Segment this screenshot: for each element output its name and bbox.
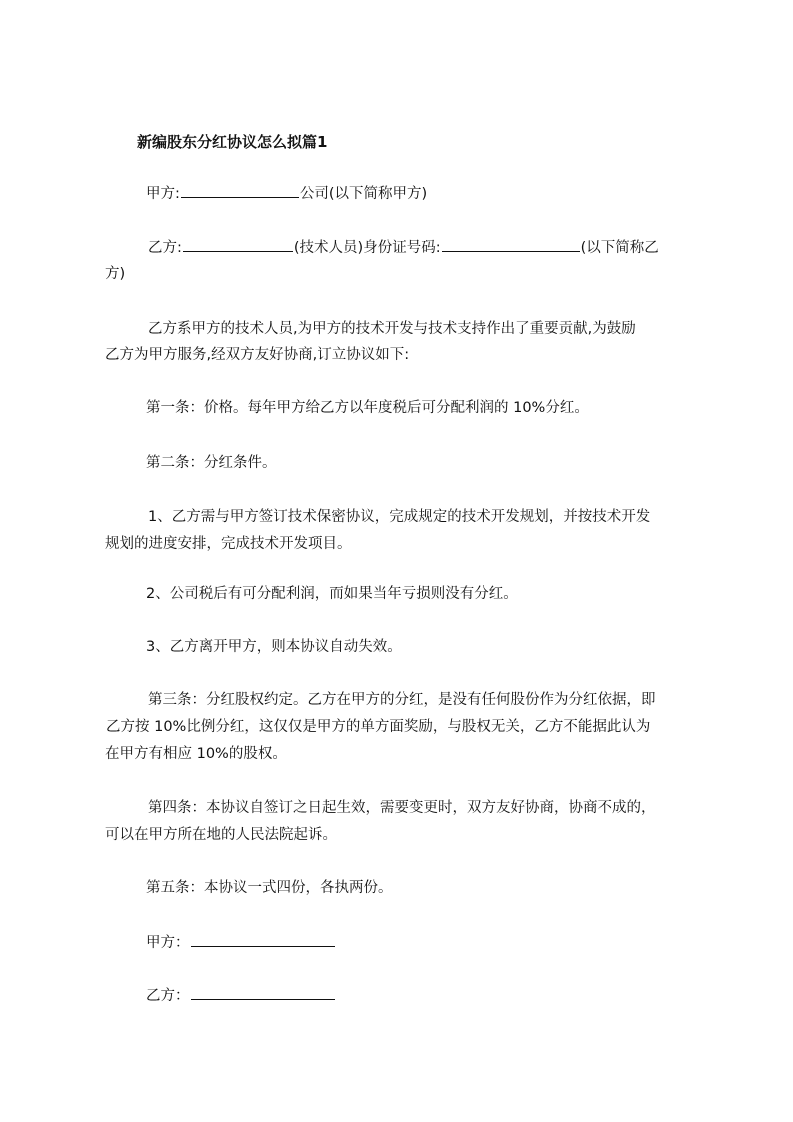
party-a-suffix: 公司(以下简称甲方) <box>299 186 428 202</box>
article-4-line-1: 第四条：本协议自签订之日起生效，需要变更时，双方友好协商，协商不成的， <box>148 800 656 816</box>
signature-b-label: 乙方： <box>146 988 190 1004</box>
condition-1-line-1: 1、乙方需与甲方签订技术保密协议，完成规定的技术开发规划，并按技术开发 <box>148 509 651 525</box>
intro-line-1: 乙方系甲方的技术人员,为甲方的技术开发与技术支持作出了重要贡献,为鼓励 <box>148 321 636 337</box>
condition-3: 3、乙方离开甲方，则本协议自动失效。 <box>146 639 402 655</box>
article-3-line-1: 第三条：分红股权约定。乙方在甲方的分红，是没有任何股份作为分红依据，即 <box>148 692 656 708</box>
article-3-line-2: 乙方按 10%比例分红，这仅仅是甲方的单方面奖励，与股权无关，乙方不能据此认为 <box>106 719 651 735</box>
party-a-line <box>146 180 427 208</box>
party-a-company-blank <box>181 181 299 198</box>
party-b-wrap: 方) <box>105 266 126 282</box>
party-a-prefix: 甲方: <box>146 186 180 202</box>
article-2: 第二条：分红条件。 <box>146 455 277 471</box>
article-5: 第五条：本协议一式四份，各执两份。 <box>146 880 393 896</box>
document-title: 新编股东分红协议怎么拟篇1 <box>137 133 328 151</box>
signature-a-label: 甲方： <box>146 935 190 951</box>
party-b-name-blank <box>183 235 293 252</box>
signature-a-line <box>146 929 336 957</box>
signature-a-blank <box>191 930 335 947</box>
party-b-line <box>148 234 659 262</box>
party-b-suffix: (以下简称乙 <box>580 240 659 256</box>
signature-b-blank <box>191 983 335 1000</box>
party-b-middle: (技术人员)身份证号码: <box>293 240 441 256</box>
intro-line-2: 乙方为甲方服务,经双方友好协商,订立协议如下: <box>105 347 410 363</box>
party-b-id-blank <box>442 235 580 252</box>
article-1: 第一条：价格。每年甲方给乙方以年度税后可分配利润的 10%分红。 <box>146 400 589 416</box>
signature-b-line <box>146 982 336 1010</box>
article-4-line-2: 可以在甲方所在地的人民法院起诉。 <box>105 827 337 843</box>
article-3-line-3: 在甲方有相应 10%的股权。 <box>105 746 287 762</box>
party-b-prefix: 乙方: <box>148 240 182 256</box>
condition-2: 2、公司税后有可分配利润，而如果当年亏损则没有分红。 <box>146 586 518 602</box>
condition-1-line-2: 规划的进度安排，完成技术开发项目。 <box>105 536 352 552</box>
